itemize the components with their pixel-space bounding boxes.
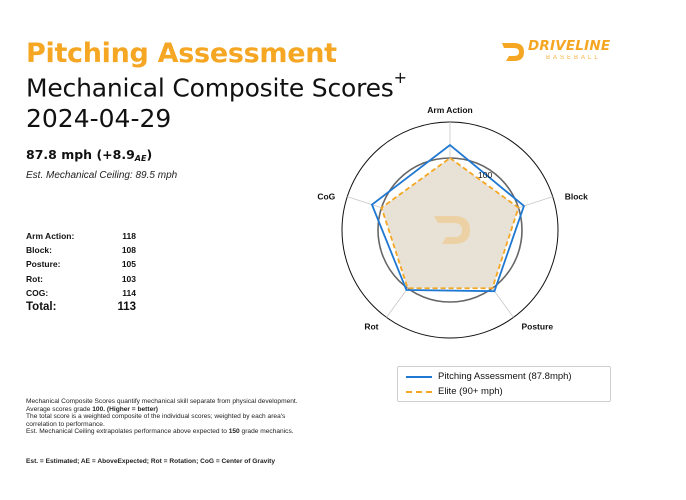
score-label: Arm Action: bbox=[26, 231, 75, 242]
mechanical-ceiling: Est. Mechanical Ceiling: 89.5 mph bbox=[26, 170, 178, 181]
score-value: 105 bbox=[121, 259, 136, 270]
note-text: Average scores grade bbox=[26, 405, 93, 413]
note-line bbox=[26, 428, 406, 436]
abbreviation-key: Est. = Estimated; AE = AboveExpected; Rot = Rotation; CoG = Center of Gravity bbox=[26, 458, 276, 465]
methodology-notes bbox=[26, 398, 406, 436]
score-label: Posture: bbox=[26, 259, 61, 270]
legend-label-elite: Elite (90+ mph) bbox=[438, 386, 503, 397]
radar-axis-label-block: Block bbox=[564, 191, 588, 202]
note-line: The total score is a weighted composite of the individual scores; weighted by each area's bbox=[26, 413, 286, 421]
total-value: 113 bbox=[117, 300, 136, 313]
note-emphasis: 150 bbox=[228, 428, 240, 436]
radar-axis-label-rot: Rot bbox=[364, 321, 379, 332]
note-line: correlation to performance. bbox=[26, 420, 105, 428]
score-label: COG: bbox=[26, 287, 49, 298]
velocity-delta-suffix: ) bbox=[146, 147, 153, 162]
page-title: Pitching Assessment bbox=[26, 38, 337, 69]
legend-label-assessment: Pitching Assessment (87.8mph) bbox=[438, 371, 572, 382]
note-line: Mechanical Composite Scores quantify mechanical skill separate from physical development. bbox=[26, 398, 298, 405]
total-label: Total: bbox=[26, 300, 57, 313]
score-value: 108 bbox=[121, 245, 136, 256]
legend-item-assessment bbox=[406, 371, 572, 382]
score-value: 114 bbox=[122, 287, 136, 298]
velocity-value: 87.8 mph bbox=[26, 147, 93, 162]
note-emphasis: 100. (Higher = better) bbox=[92, 405, 159, 413]
logo-tagline: BASEBALL bbox=[546, 55, 601, 61]
subtitle-text: Mechanical Composite Scores bbox=[26, 73, 394, 103]
score-label: Rot: bbox=[26, 273, 43, 284]
radar-series-elite bbox=[382, 158, 519, 288]
note-text: grade mechanics. bbox=[239, 428, 294, 436]
score-value: 103 bbox=[121, 273, 136, 284]
note-text: Est. Mechanical Ceiling extrapolates performance above expected to bbox=[26, 428, 229, 436]
assessment-date: 2024-04-29 bbox=[26, 104, 172, 133]
note-line bbox=[26, 406, 406, 414]
subtitle-mark: + bbox=[393, 68, 407, 87]
radar-reference-label: 100 bbox=[478, 170, 493, 180]
score-label: Block: bbox=[26, 245, 52, 256]
radar-axis-label-cog: CoG bbox=[317, 191, 336, 202]
score-value: 118 bbox=[122, 231, 136, 242]
radar-axis-label-posture: Posture bbox=[521, 321, 554, 332]
logo-name: DRIVELINE bbox=[528, 38, 611, 54]
legend-swatch-elite bbox=[406, 391, 432, 393]
velocity-delta-prefix: (+8.9 bbox=[96, 147, 135, 162]
radar-axis-label-arm-action: Arm Action bbox=[427, 105, 473, 115]
chart-legend bbox=[397, 366, 611, 402]
velocity-delta-sub: AE bbox=[134, 154, 147, 163]
legend-swatch-assessment bbox=[406, 376, 432, 378]
legend-item-elite bbox=[406, 386, 503, 397]
